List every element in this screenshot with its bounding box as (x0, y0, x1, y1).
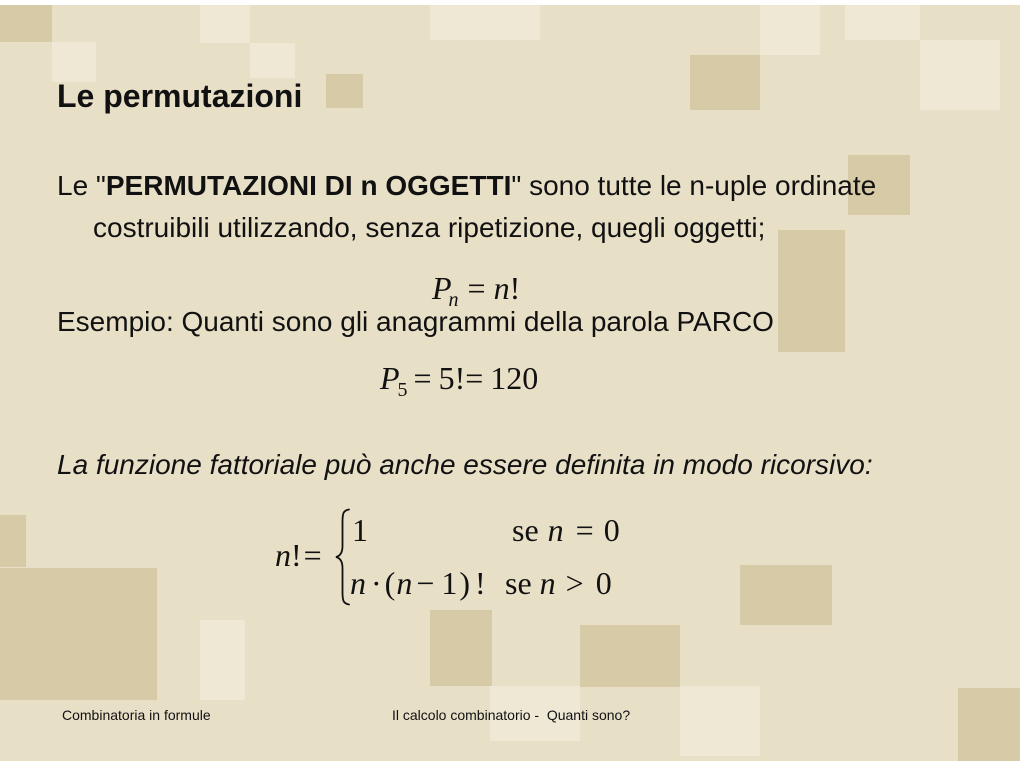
slide-title: Le permutazioni (57, 78, 303, 114)
formula-subscript: 5 (397, 379, 408, 401)
definition-close-text: " sono tutte le n-uple ordinate (511, 170, 877, 201)
formula-factorial: 5! (438, 360, 466, 396)
formula-token: se (505, 565, 532, 601)
example-text: Esempio: Quanti sono gli anagrammi della parola PARCO (57, 306, 774, 337)
formula-token: 0 (603, 512, 620, 548)
formula-operator: ! (509, 270, 521, 306)
formula-token: n (539, 565, 556, 601)
formula-token: n (396, 565, 413, 601)
footer-left-text: Combinatoria in formule (62, 707, 211, 723)
formula-lhs (275, 537, 322, 574)
recursive-intro-text: La funzione fattoriale può anche essere definita in modo ricorsivo: (57, 449, 873, 480)
definition-line-1 (57, 170, 876, 202)
case-expression (352, 512, 368, 549)
formula-operator: ! (291, 537, 302, 573)
definition-term: PERMUTAZIONI DI n OGGETTI (105, 170, 512, 201)
formula-relation: = (303, 537, 322, 573)
formula-token: ! (475, 565, 486, 601)
formula-token: se (512, 512, 539, 548)
formula-token: − (416, 565, 435, 601)
formula-symbol: P (380, 360, 400, 396)
case-expression (350, 565, 486, 602)
formula-token: ( (384, 565, 396, 601)
formula-token: > (565, 565, 584, 601)
formula-relation: = (465, 360, 484, 396)
definition-open-text: Le " (57, 170, 106, 201)
formula-token: 1 (352, 512, 368, 548)
formula-token: n (350, 565, 366, 601)
definition-line-2: costruibili utilizzando, senza ripetizione, quegli oggetti; (93, 212, 766, 243)
footer-center-text: Il calcolo combinatorio - Quanti sono? (392, 707, 631, 723)
formula-variable: n (493, 270, 510, 306)
case-condition (505, 565, 612, 602)
formula-token: = (575, 512, 594, 548)
formula-token: · (371, 565, 382, 601)
formula-subscript: n (448, 289, 459, 311)
formula-variable: n (275, 537, 291, 573)
example-formula (380, 360, 538, 402)
formula-relation: = (467, 270, 486, 306)
formula-relation: = (413, 360, 432, 396)
formula-result: 120 (490, 360, 539, 396)
formula-token: 1 (441, 565, 458, 601)
case-condition (512, 512, 620, 549)
formula-token: n (547, 512, 564, 548)
formula-symbol: P (432, 270, 452, 306)
formula-token: ) (459, 565, 471, 601)
formula-token: 0 (595, 565, 612, 601)
